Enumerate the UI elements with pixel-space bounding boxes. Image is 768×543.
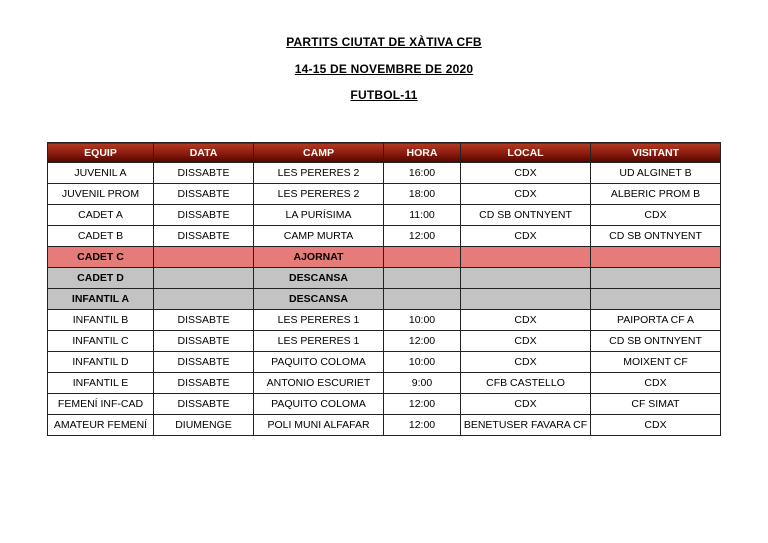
category-subtitle: FUTBOL-11 [350, 88, 418, 102]
home-cell: CFB CASTELLO [461, 373, 591, 394]
day-cell: DISSABTE [154, 394, 254, 415]
day-cell: DISSABTE [154, 205, 254, 226]
field-cell: DESCANSA [254, 289, 384, 310]
home-cell: CDX [461, 331, 591, 352]
day-cell: DISSABTE [154, 163, 254, 184]
field-cell: CAMP MURTA [254, 226, 384, 247]
field-cell: DESCANSA [254, 268, 384, 289]
field-cell: LES PERERES 1 [254, 310, 384, 331]
team-cell: CADET D [48, 268, 154, 289]
table-row [48, 247, 721, 268]
home-cell: CDX [461, 310, 591, 331]
team-cell: INFANTIL D [48, 352, 154, 373]
time-cell: 11:00 [384, 205, 461, 226]
match-schedule-table [47, 142, 721, 436]
team-cell: FEMENÍ INF-CAD [48, 394, 154, 415]
table-row [48, 352, 721, 373]
away-cell: CD SB ONTNYENT [591, 226, 721, 247]
away-cell: CD SB ONTNYENT [591, 331, 721, 352]
team-cell: INFANTIL E [48, 373, 154, 394]
time-cell: 12:00 [384, 226, 461, 247]
header-hora: HORA [384, 143, 461, 163]
away-cell: CDX [591, 415, 721, 436]
table-row [48, 289, 721, 310]
table-row [48, 205, 721, 226]
field-cell: ANTONIO ESCURIET [254, 373, 384, 394]
home-cell: BENETUSER FAVARA CF [461, 415, 591, 436]
time-cell: 18:00 [384, 184, 461, 205]
away-cell: CDX [591, 205, 721, 226]
home-cell: CDX [461, 352, 591, 373]
field-cell: LES PERERES 2 [254, 163, 384, 184]
away-cell: CF SIMAT [591, 394, 721, 415]
day-cell: DISSABTE [154, 373, 254, 394]
time-cell: 9:00 [384, 373, 461, 394]
team-cell: AMATEUR FEMENÍ [48, 415, 154, 436]
home-cell: CDX [461, 163, 591, 184]
day-cell: DISSABTE [154, 310, 254, 331]
field-cell: LES PERERES 2 [254, 184, 384, 205]
team-cell: INFANTIL C [48, 331, 154, 352]
day-cell [154, 289, 254, 310]
time-cell [384, 289, 461, 310]
home-cell: CDX [461, 226, 591, 247]
table-row [48, 394, 721, 415]
field-cell: PAQUITO COLOMA [254, 352, 384, 373]
day-cell [154, 268, 254, 289]
time-cell: 16:00 [384, 163, 461, 184]
field-cell: LA PURÍSIMA [254, 205, 384, 226]
home-cell: CDX [461, 394, 591, 415]
table-row [48, 268, 721, 289]
time-cell: 10:00 [384, 352, 461, 373]
table-row [48, 331, 721, 352]
team-cell: CADET A [48, 205, 154, 226]
header-local: LOCAL [461, 143, 591, 163]
header-equip: EQUIP [48, 143, 154, 163]
field-cell: POLI MUNI ALFAFAR [254, 415, 384, 436]
away-cell: CDX [591, 373, 721, 394]
away-cell [591, 247, 721, 268]
header-data: DATA [154, 143, 254, 163]
day-cell: DISSABTE [154, 184, 254, 205]
team-cell: CADET C [48, 247, 154, 268]
home-cell: CDX [461, 184, 591, 205]
field-cell: PAQUITO COLOMA [254, 394, 384, 415]
time-cell: 12:00 [384, 331, 461, 352]
time-cell: 12:00 [384, 415, 461, 436]
team-cell: INFANTIL B [48, 310, 154, 331]
time-cell: 12:00 [384, 394, 461, 415]
table-header-row [48, 143, 721, 163]
header-camp: CAMP [254, 143, 384, 163]
header-visitant: VISITANT [591, 143, 721, 163]
day-cell: DISSABTE [154, 352, 254, 373]
time-cell [384, 247, 461, 268]
team-cell: JUVENIL A [48, 163, 154, 184]
home-cell: CD SB ONTNYENT [461, 205, 591, 226]
page-title: PARTITS CIUTAT DE XÀTIVA CFB [286, 35, 482, 49]
team-cell: JUVENIL PROM [48, 184, 154, 205]
away-cell: MOIXENT CF [591, 352, 721, 373]
table-row [48, 310, 721, 331]
day-cell: DISSABTE [154, 226, 254, 247]
field-cell: AJORNAT [254, 247, 384, 268]
away-cell [591, 289, 721, 310]
table-row [48, 184, 721, 205]
time-cell [384, 268, 461, 289]
home-cell [461, 289, 591, 310]
away-cell: PAIPORTA CF A [591, 310, 721, 331]
team-cell: INFANTIL A [48, 289, 154, 310]
table-row [48, 415, 721, 436]
date-subtitle: 14-15 DE NOVEMBRE DE 2020 [294, 62, 474, 76]
away-cell: UD ALGINET B [591, 163, 721, 184]
table-row [48, 226, 721, 247]
away-cell: ALBERIC PROM B [591, 184, 721, 205]
field-cell: LES PERERES 1 [254, 331, 384, 352]
table-row [48, 373, 721, 394]
team-cell: CADET B [48, 226, 154, 247]
day-cell: DIUMENGE [154, 415, 254, 436]
home-cell [461, 247, 591, 268]
away-cell [591, 268, 721, 289]
table-row [48, 163, 721, 184]
home-cell [461, 268, 591, 289]
day-cell: DISSABTE [154, 331, 254, 352]
time-cell: 10:00 [384, 310, 461, 331]
day-cell [154, 247, 254, 268]
